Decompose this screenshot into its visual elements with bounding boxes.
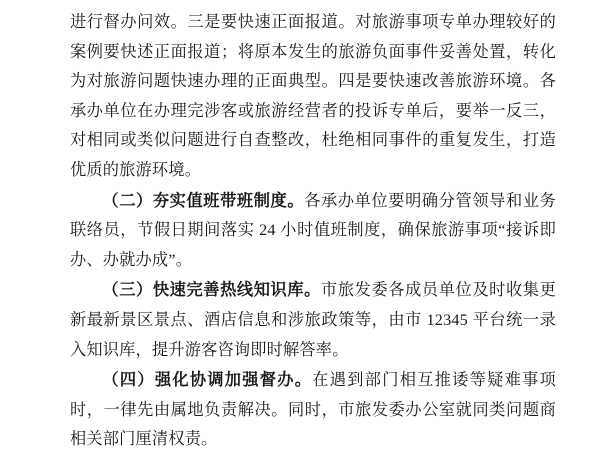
para-continued [70,8,556,186]
para-item-2 [70,187,556,276]
paragraph-heading-text: （二）夯实值班带班制度。 [102,191,305,210]
paragraph-text: 市旅发委各成员单位及时收集更新最新景区景点、酒店信息和涉旅政策等，由市 12345 平台统一录入知识库，提升游客咨询即时解答率。 [70,281,556,359]
para-item-4 [70,366,556,455]
paragraph-heading-text: （四）强化协调加强督办。 [102,371,313,390]
document-body [70,8,556,455]
paragraph-text: 各承办单位要明确分管领导和业务联络员，节假日期间落实 24 小时值班制度，确保旅游事项“接诉即办、办就办成”。 [70,191,556,269]
paragraph-text: 在遇到部门相互推诿等疑难事项时，一律先由属地负责解决。同时，市旅发委办公室就同类问题商相关部门厘清权责。 [70,371,556,449]
para-item-3 [70,276,556,365]
paragraph-text: 进行督办问效。三是要快速正面报道。对旅游事项专单办理较好的案例要快述正面报道；将原本发生的旅游负面事件妥善处置，转化为对旅游问题快速办理的正面典型。四是要快速改善旅游环境。各承办单位在办理完涉客或旅游经营者的投诉专单后，要举一反三，对相同或类似问题进行自查整改，杜绝相同事件的重复发生，打造优质的旅游环境。 [70,13,556,179]
paragraph-heading-text: （三）快速完善热线知识库。 [102,281,321,300]
